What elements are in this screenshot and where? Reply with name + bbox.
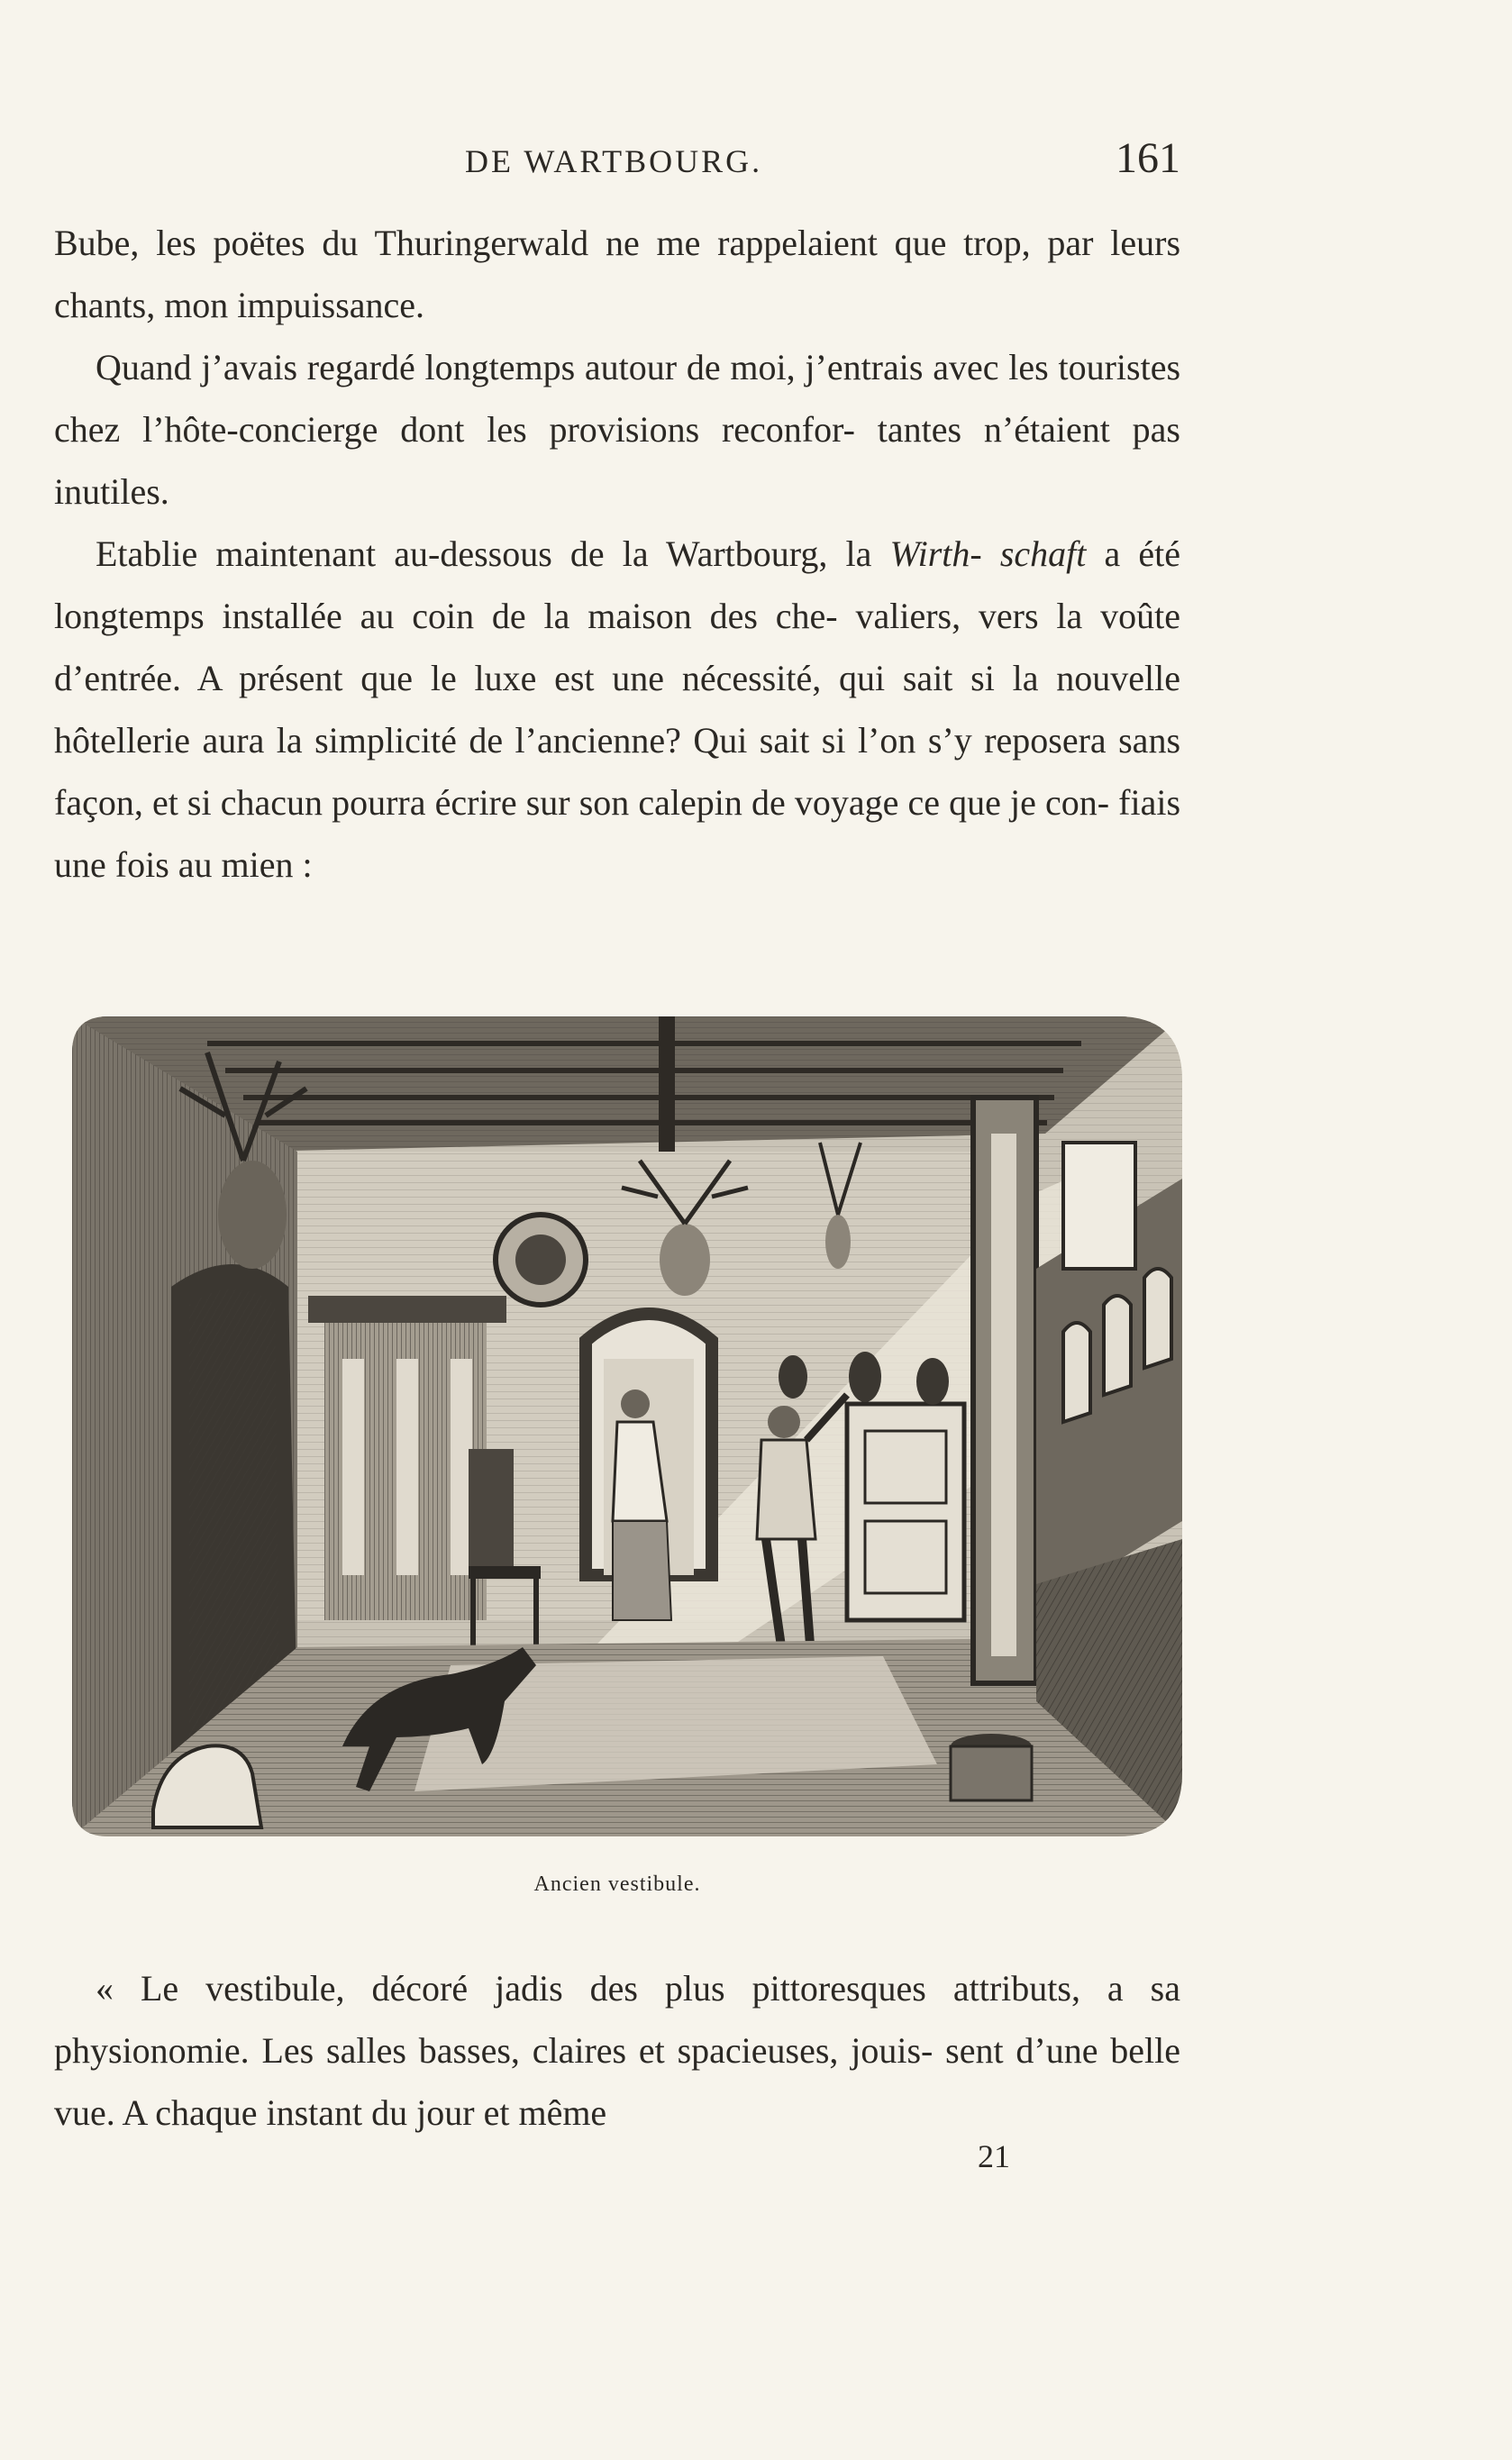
running-head: [54, 135, 1180, 189]
body-text-bottom: [54, 1957, 1180, 2144]
paragraph-3: [54, 523, 1180, 896]
italic-word: schaft: [999, 533, 1087, 574]
text-line: trop, par leurs chants, mon impuissance.: [54, 223, 1181, 325]
text-line: chacun pourra écrire sur son calepin de voyage ce que je con-: [220, 782, 1110, 823]
text-line: nécessité, qui sait si la nouvelle hôtellerie aura la simplicité: [54, 658, 1181, 761]
signature-mark: 21: [978, 2138, 1010, 2174]
text-line: « Le vestibule, décoré jadis des plus pittoresques attributs, a: [96, 1968, 1124, 2009]
paragraph-4: [54, 1957, 1180, 2144]
text-line: les touristes chez l’hôte-concierge dont les provisions reconfor-: [54, 347, 1181, 450]
page-number: 161: [1116, 134, 1180, 182]
body-text-top: [54, 212, 1180, 896]
text-line: de l’ancienne? Qui sait si l’on s’y reposera sans façon, et si: [54, 720, 1181, 823]
running-title: DE WARTBOURG.: [465, 143, 763, 179]
text-line: Quand j’avais regardé longtemps autour de moi, j’entrais avec: [96, 347, 999, 387]
text-line: Bube, les poëtes du Thuringerwald ne me rappelaient que: [54, 223, 947, 263]
engraving-illustration: [72, 1016, 1182, 1836]
italic-word: Wirth-: [889, 533, 982, 574]
paragraph-1: [54, 212, 1180, 336]
text-line: fiais une fois au mien :: [54, 782, 1181, 885]
text-line: sent d’une belle vue. A chaque instant du jour et même: [54, 2030, 1180, 2133]
engraving-vestibule-image: [72, 1016, 1182, 1836]
text-line: sa physionomie. Les salles basses, claires et spacieuses, jouis-: [54, 1968, 1180, 2071]
text-line: a été longtemps installée au coin de la maison des che-: [54, 533, 1181, 636]
text-line: valiers, vers la voûte d’entrée. A présent que le luxe est une: [54, 596, 1180, 698]
text-line: tantes n’étaient pas inutiles.: [54, 409, 1180, 512]
text-line: Etablie maintenant au-dessous de la Wartbourg, la: [96, 533, 890, 574]
figure-caption: Ancien vestibule.: [533, 1872, 701, 1896]
paragraph-2: [54, 336, 1180, 523]
